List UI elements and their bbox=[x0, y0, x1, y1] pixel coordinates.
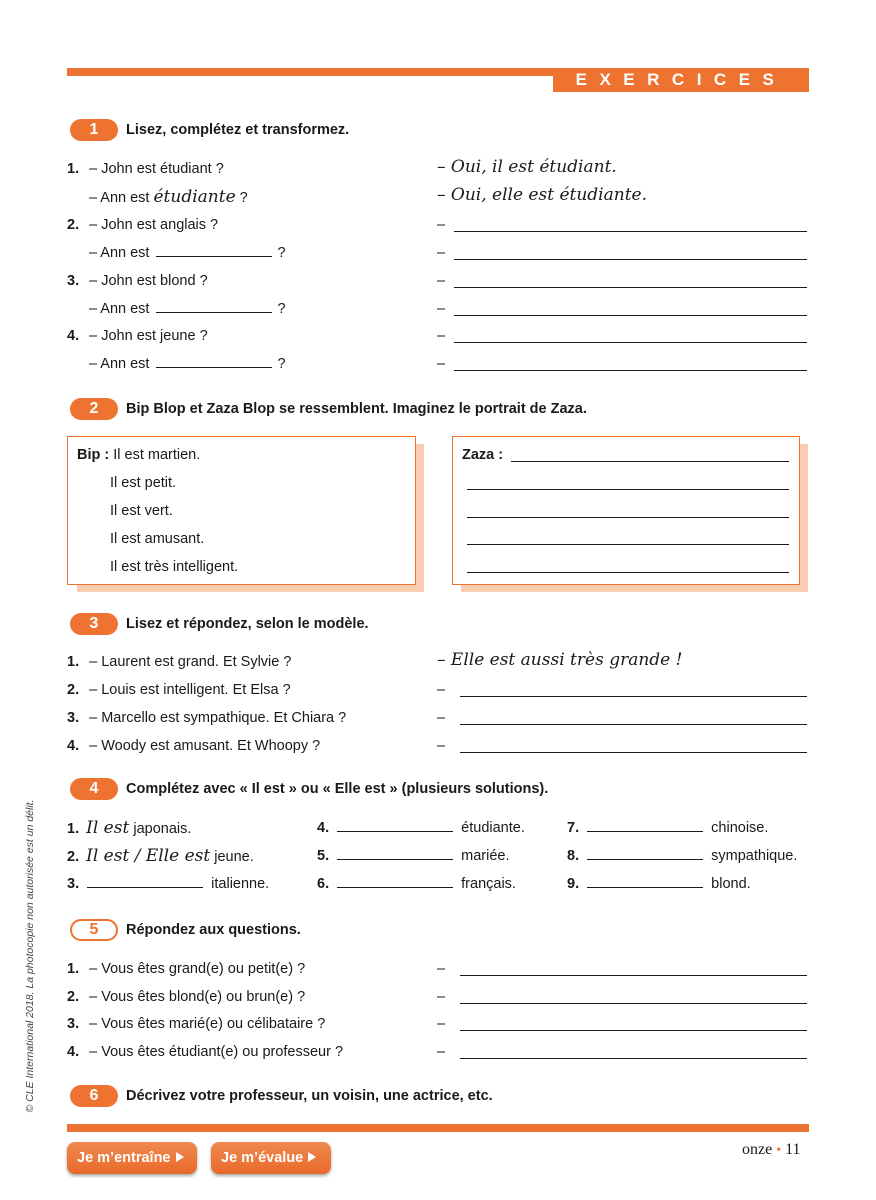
question-text: – Vous êtes blond(e) ou brun(e) ? bbox=[89, 989, 306, 1005]
question-mark: ? bbox=[235, 190, 248, 206]
item-number: 4. bbox=[67, 1044, 80, 1060]
question-text: – Vous êtes grand(e) ou petit(e) ? bbox=[89, 961, 306, 977]
answer-dash: – bbox=[437, 989, 446, 1005]
page-number bbox=[742, 1141, 801, 1159]
ex4-item-5 bbox=[317, 846, 510, 866]
item-number: 3. bbox=[67, 710, 80, 726]
bip-trait: Il est très intelligent. bbox=[110, 559, 239, 575]
question-text: – John est étudiant ? bbox=[89, 161, 224, 177]
question-text: – John est jeune ? bbox=[89, 328, 208, 344]
exercise-2-badge: 2 bbox=[70, 398, 118, 420]
bip-card bbox=[67, 436, 416, 585]
question-text: – Laurent est grand. Et Sylvie ? bbox=[89, 654, 292, 670]
item-number: 4. bbox=[317, 820, 330, 836]
item-word: mariée. bbox=[461, 848, 510, 864]
fill-blank[interactable] bbox=[587, 818, 703, 832]
exercise-3-badge: 3 bbox=[70, 613, 118, 635]
ex4-item-9 bbox=[567, 874, 751, 894]
ex5-row-1 bbox=[67, 959, 305, 979]
answer-line[interactable] bbox=[460, 724, 807, 725]
copyright-notice: © CLE International 2018. La photocopie non autorisée est un délit. bbox=[24, 799, 36, 1113]
ex5-row-3 bbox=[67, 1014, 325, 1034]
play-arrow-icon bbox=[176, 1152, 184, 1162]
ex1-answer-1: – Oui, il est étudiant. bbox=[437, 157, 617, 177]
item-word: italienne. bbox=[211, 876, 270, 892]
exercise-1-badge: 1 bbox=[70, 119, 118, 141]
answer-line[interactable] bbox=[460, 1058, 807, 1059]
item-word: blond. bbox=[711, 876, 751, 892]
item-number: 6. bbox=[317, 876, 330, 892]
question-mark: ? bbox=[277, 245, 286, 261]
fill-blank[interactable] bbox=[156, 243, 272, 257]
fill-blank[interactable] bbox=[337, 846, 453, 860]
answer-line[interactable] bbox=[460, 752, 807, 753]
ex4-item-2 bbox=[67, 846, 254, 867]
answer-line[interactable] bbox=[460, 1030, 807, 1031]
exercise-5-title: Répondez aux questions. bbox=[126, 922, 301, 938]
ex3-row-2 bbox=[67, 680, 291, 700]
question-mark: ? bbox=[277, 301, 286, 317]
question-text: – John est blond ? bbox=[89, 273, 208, 289]
handwritten-answer: Il est bbox=[86, 818, 130, 838]
answer-line[interactable] bbox=[454, 231, 807, 232]
zaza-card bbox=[452, 436, 800, 585]
answer-dash: – bbox=[437, 710, 446, 726]
answer-line[interactable] bbox=[454, 287, 807, 288]
zaza-line[interactable] bbox=[467, 517, 789, 518]
item-number: 2. bbox=[67, 849, 80, 865]
je-mentraine-button[interactable] bbox=[67, 1142, 197, 1174]
ex5-row-2 bbox=[67, 987, 305, 1007]
ex1-row-1b bbox=[89, 187, 248, 208]
question-text: – Vous êtes marié(e) ou célibataire ? bbox=[89, 1016, 326, 1032]
ex4-item-6 bbox=[317, 874, 516, 894]
zaza-line[interactable] bbox=[467, 544, 789, 545]
handwritten-answer: Il est / Elle est bbox=[86, 846, 211, 866]
page-digit: 11 bbox=[785, 1141, 801, 1158]
ex1-row-2b bbox=[89, 243, 286, 263]
answer-dash: – bbox=[437, 273, 446, 289]
bip-trait: Il est petit. bbox=[110, 475, 177, 491]
answer-dash: – bbox=[437, 217, 446, 233]
exercise-4-badge: 4 bbox=[70, 778, 118, 800]
exercise-1-title: Lisez, complétez et transformez. bbox=[126, 122, 350, 138]
je-mevalue-button[interactable] bbox=[211, 1142, 331, 1174]
exercise-3-title: Lisez et répondez, selon le modèle. bbox=[126, 616, 369, 632]
item-number: 5. bbox=[317, 848, 330, 864]
item-word: sympathique. bbox=[711, 848, 798, 864]
item-number: 4. bbox=[67, 328, 80, 344]
exercices-header: EXERCICES bbox=[553, 68, 809, 92]
item-number: 2. bbox=[67, 989, 80, 1005]
item-word: français. bbox=[461, 876, 516, 892]
item-word: étudiante. bbox=[461, 820, 525, 836]
fill-blank[interactable] bbox=[337, 818, 453, 832]
ex1-row-4 bbox=[67, 326, 208, 346]
answer-line[interactable] bbox=[460, 696, 807, 697]
bip-trait: Il est amusant. bbox=[110, 531, 205, 547]
exercise-4-title: Complétez avec « Il est » ou « Elle est » (plusieurs solutions). bbox=[126, 781, 549, 797]
exercise-6-badge: 6 bbox=[70, 1085, 118, 1107]
zaza-line[interactable] bbox=[467, 489, 789, 490]
item-word: chinoise. bbox=[711, 820, 769, 836]
bip-label: Bip : bbox=[77, 447, 110, 463]
button-label: Je m’entraîne bbox=[77, 1150, 171, 1166]
item-number: 1. bbox=[67, 821, 80, 837]
item-number: 2. bbox=[67, 682, 80, 698]
item-number: 9. bbox=[567, 876, 580, 892]
item-number: 8. bbox=[567, 848, 580, 864]
question-text: – Vous êtes étudiant(e) ou professeur ? bbox=[89, 1044, 344, 1060]
fill-blank[interactable] bbox=[156, 299, 272, 313]
item-number: 4. bbox=[67, 738, 80, 754]
question-text: – Woody est amusant. Et Whoopy ? bbox=[89, 738, 321, 754]
button-label: Je m’évalue bbox=[221, 1150, 304, 1166]
answer-dash: – bbox=[437, 245, 446, 261]
zaza-label: Zaza : bbox=[462, 447, 504, 463]
fill-blank[interactable] bbox=[337, 874, 453, 888]
ex1-answer-1b: – Oui, elle est étudiante. bbox=[437, 185, 647, 205]
item-number: 1. bbox=[67, 961, 80, 977]
item-word: japonais. bbox=[129, 821, 192, 837]
answer-dash: – bbox=[437, 738, 446, 754]
ex1-row-2 bbox=[67, 215, 218, 235]
item-number: 2. bbox=[67, 217, 80, 233]
item-number: 1. bbox=[67, 161, 80, 177]
ex5-row-4 bbox=[67, 1042, 343, 1062]
exercise-6-title: Décrivez votre professeur, un voisin, une actrice, etc. bbox=[126, 1088, 493, 1104]
exercise-2-title: Bip Blop et Zaza Blop se ressemblent. Imaginez le portrait de Zaza. bbox=[126, 401, 587, 417]
answer-line[interactable] bbox=[454, 370, 807, 371]
fill-blank[interactable] bbox=[587, 874, 703, 888]
ex3-row-4 bbox=[67, 736, 320, 756]
ex1-row-3 bbox=[67, 271, 208, 291]
bip-trait: Il est martien. bbox=[113, 447, 201, 463]
ex1-row-3b bbox=[89, 299, 286, 319]
question-text: – Ann est bbox=[89, 245, 150, 261]
item-number: 1. bbox=[67, 654, 80, 670]
question-text: – Louis est intelligent. Et Elsa ? bbox=[89, 682, 291, 698]
fill-blank[interactable] bbox=[587, 846, 703, 860]
ex1-row-4b bbox=[89, 354, 286, 374]
ex4-item-7 bbox=[567, 818, 768, 838]
answer-line[interactable] bbox=[454, 315, 807, 316]
footer-rule bbox=[67, 1124, 809, 1132]
answer-line[interactable] bbox=[454, 342, 807, 343]
answer-line[interactable] bbox=[454, 259, 807, 260]
exercise-5-badge: 5 bbox=[70, 919, 118, 941]
item-word: jeune. bbox=[210, 849, 254, 865]
answer-dash: – bbox=[437, 356, 446, 372]
bullet-icon: • bbox=[776, 1143, 782, 1158]
item-number: 3. bbox=[67, 876, 80, 892]
ex1-row-1 bbox=[67, 159, 224, 179]
question-text: – John est anglais ? bbox=[89, 217, 219, 233]
answer-dash: – bbox=[437, 1016, 446, 1032]
bip-trait: Il est vert. bbox=[110, 503, 173, 519]
question-mark: ? bbox=[277, 356, 286, 372]
ex3-answer-1: – Elle est aussi très grande ! bbox=[437, 650, 683, 670]
item-number: 7. bbox=[567, 820, 580, 836]
handwritten-word: étudiante bbox=[153, 187, 236, 207]
ex3-row-1 bbox=[67, 652, 291, 672]
item-number: 3. bbox=[67, 273, 80, 289]
fill-blank[interactable] bbox=[87, 874, 203, 888]
item-number: 3. bbox=[67, 1016, 80, 1032]
ex4-item-3 bbox=[67, 874, 269, 894]
ex3-row-3 bbox=[67, 708, 346, 728]
answer-dash: – bbox=[437, 328, 446, 344]
ex4-item-8 bbox=[567, 846, 797, 866]
ex4-item-1 bbox=[67, 818, 191, 839]
answer-dash: – bbox=[437, 301, 446, 317]
question-text: – Ann est bbox=[89, 190, 154, 206]
answer-line[interactable] bbox=[460, 975, 807, 976]
question-text: – Marcello est sympathique. Et Chiara ? bbox=[89, 710, 347, 726]
page-word: onze bbox=[742, 1141, 773, 1158]
fill-blank[interactable] bbox=[156, 354, 272, 368]
question-text: – Ann est bbox=[89, 356, 150, 372]
zaza-line[interactable] bbox=[467, 572, 789, 573]
play-arrow-icon bbox=[308, 1152, 316, 1162]
ex4-item-4 bbox=[317, 818, 525, 838]
answer-line[interactable] bbox=[460, 1003, 807, 1004]
bip-line-1 bbox=[77, 445, 200, 465]
answer-dash: – bbox=[437, 682, 446, 698]
answer-dash: – bbox=[437, 961, 446, 977]
zaza-line[interactable] bbox=[511, 461, 789, 462]
question-text: – Ann est bbox=[89, 301, 150, 317]
answer-dash: – bbox=[437, 1044, 446, 1060]
